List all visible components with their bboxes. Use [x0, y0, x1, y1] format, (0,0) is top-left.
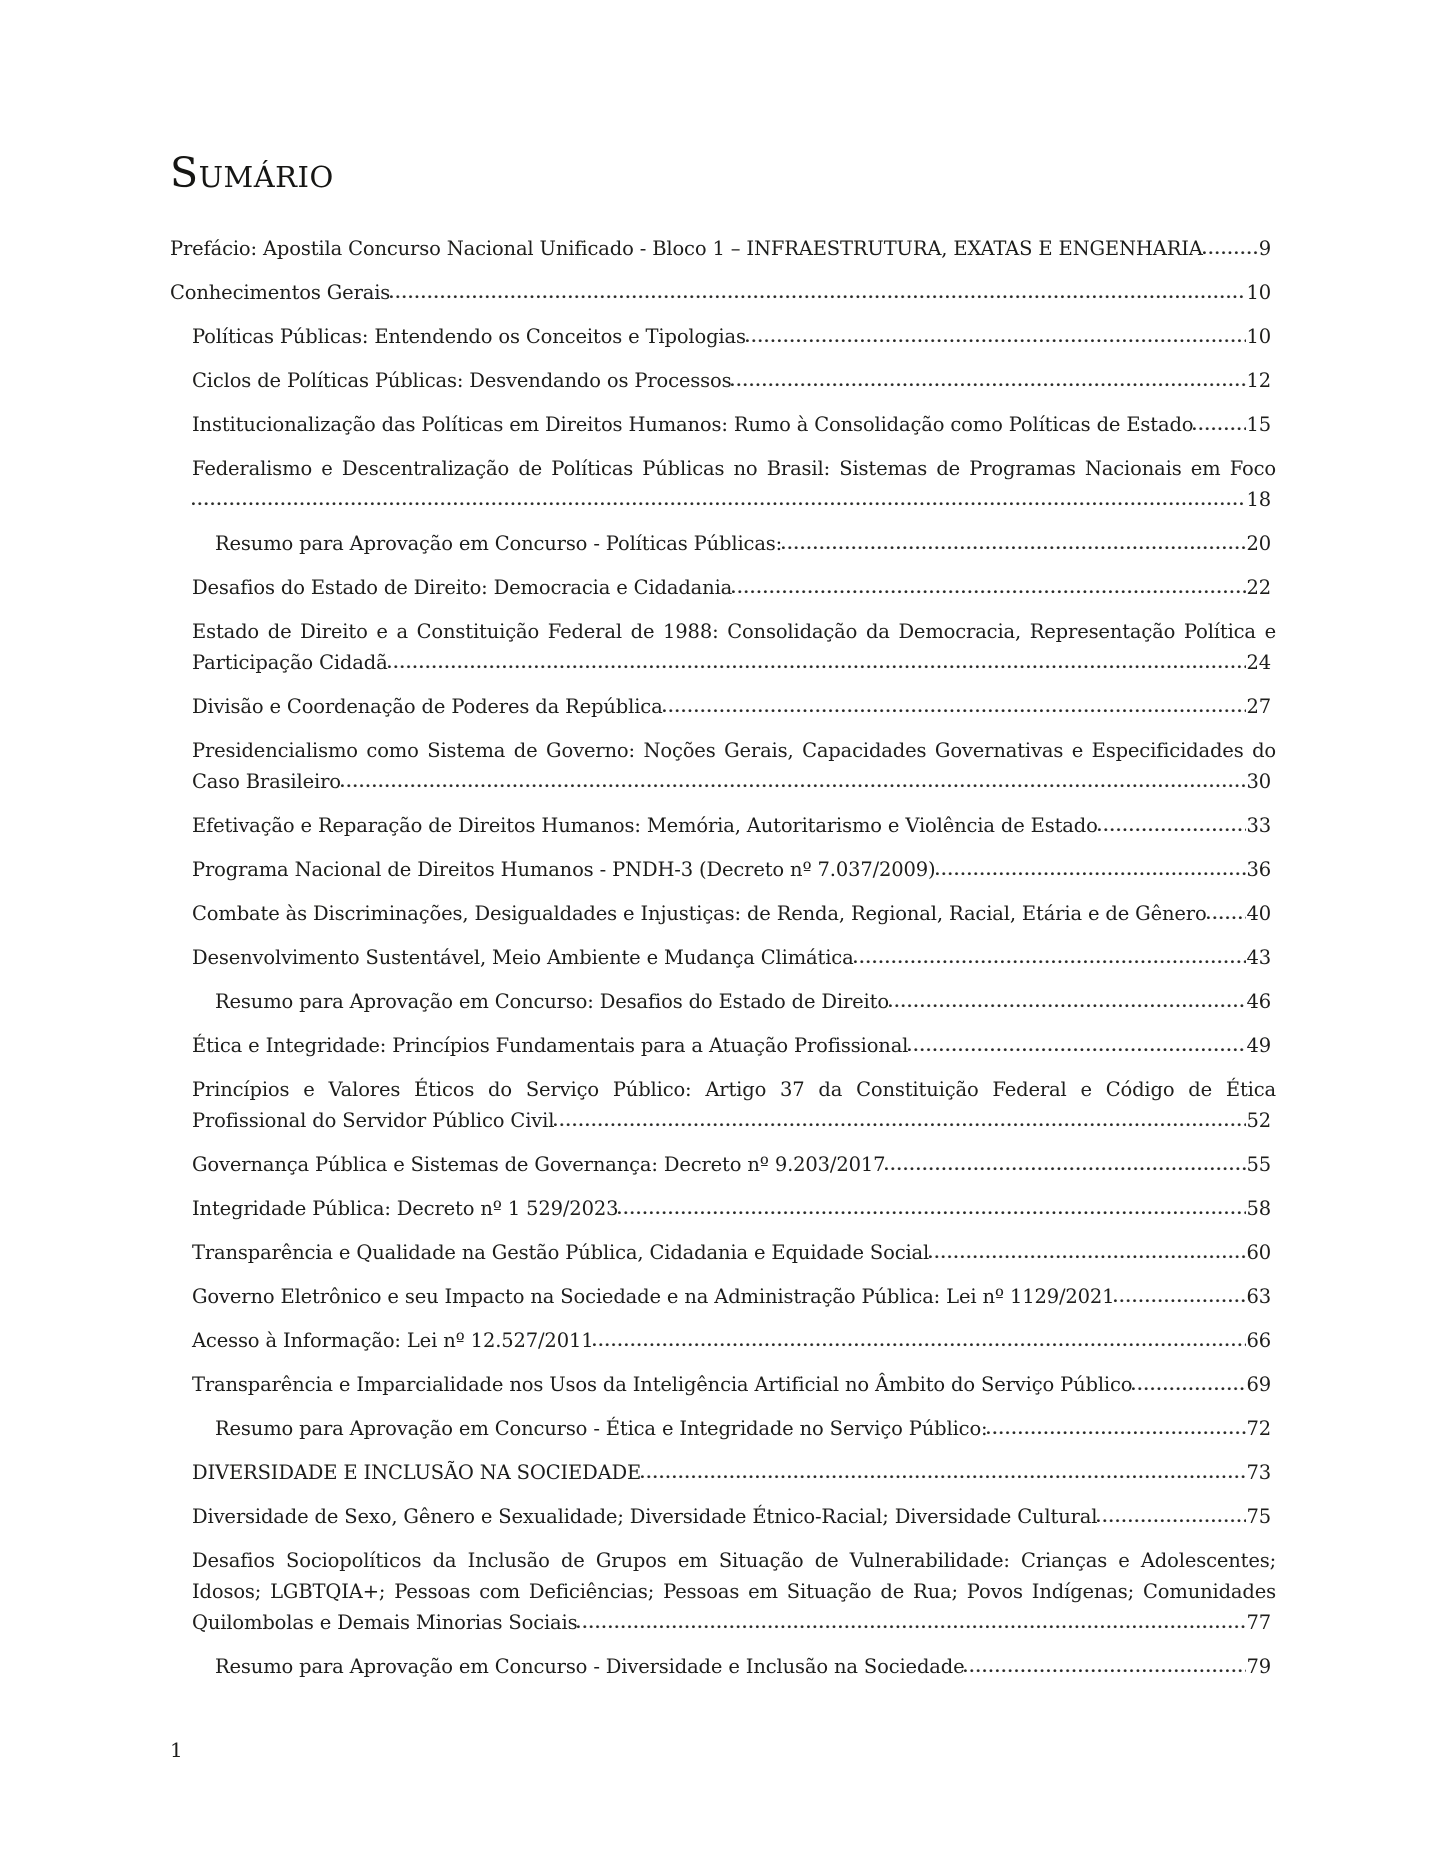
- toc-entry-title: Institucionalização das Políticas em Direitos Humanos: Rumo à Consolidação como Políticas de Estado: [192, 413, 1194, 437]
- toc-entry[interactable]: [170, 1237, 1276, 1268]
- toc-entry[interactable]: [170, 1369, 1276, 1400]
- toc-entry[interactable]: [170, 1281, 1276, 1312]
- toc-entry-title: Resumo para Aprovação em Concurso: Desafios do Estado de Direito: [215, 990, 889, 1014]
- page-title: Sumário: [170, 149, 334, 197]
- toc-page-number: 63: [1246, 1285, 1271, 1309]
- toc-page-number: 36: [1246, 858, 1271, 882]
- toc-entry[interactable]: [170, 572, 1276, 603]
- toc-page-number: 20: [1246, 532, 1271, 556]
- toc-entry-title: Governo Eletrônico e seu Impacto na Sociedade e na Administração Pública: Lei nº 1129/2021: [192, 1285, 1115, 1309]
- toc-entry-title: Desenvolvimento Sustentável, Meio Ambiente e Mudança Climática: [192, 946, 854, 970]
- footer-page-number: 1: [170, 1738, 183, 1762]
- toc-page-number: 12: [1246, 369, 1271, 393]
- toc-page-number: 55: [1246, 1153, 1271, 1177]
- toc-entry-title: Transparência e Imparcialidade nos Usos da Inteligência Artificial no Âmbito do Serviço Público: [192, 1373, 1133, 1397]
- toc-entry[interactable]: [170, 986, 1276, 1017]
- toc-entry[interactable]: [170, 1651, 1276, 1682]
- toc-entry-title: Estado de Direito e a Constituição Federal de 1988: Consolidação da Democracia, Representação Política e Participação Cidadã: [192, 620, 1276, 675]
- dot-leader: [1207, 916, 1247, 920]
- toc-entry[interactable]: [170, 1501, 1276, 1532]
- toc-page-number: 18: [1246, 488, 1271, 512]
- toc-entry-title: Efetivação e Reparação de Direitos Humanos: Memória, Autoritarismo e Violência de Estado: [192, 814, 1098, 838]
- toc-entry[interactable]: [170, 616, 1276, 678]
- toc-page-number: 73: [1246, 1461, 1271, 1485]
- dot-leader: [388, 665, 1247, 669]
- toc-page-number: 22: [1246, 576, 1271, 600]
- toc-entry-title: Programa Nacional de Direitos Humanos - PNDH-3 (Decreto nº 7.037/2009): [192, 858, 936, 882]
- toc-page-number: 46: [1246, 990, 1271, 1014]
- dot-leader: [593, 1343, 1246, 1347]
- toc-entry[interactable]: [170, 233, 1276, 264]
- toc-entry-title: Presidencialismo como Sistema de Governo: Noções Gerais, Capacidades Governativas e Especificidades do Caso Brasileiro: [192, 739, 1276, 794]
- dot-leader: [341, 784, 1247, 788]
- toc-entry[interactable]: [170, 854, 1276, 885]
- dot-leader: [1132, 1387, 1246, 1391]
- toc-entry[interactable]: [170, 453, 1276, 515]
- toc-entry[interactable]: [170, 942, 1276, 973]
- toc-entry-title: Resumo para Aprovação em Concurso - Políticas Públicas:: [215, 532, 783, 556]
- toc-entry-title: Governança Pública e Sistemas de Governança: Decreto nº 9.203/2017: [192, 1153, 886, 1177]
- toc-entry-title: Federalismo e Descentralização de Políticas Públicas no Brasil: Sistemas de Programas Nacionais em Foco: [192, 457, 1276, 481]
- dot-leader: [1098, 828, 1247, 832]
- dot-leader: [885, 1167, 1246, 1171]
- toc-page-number: 9: [1258, 237, 1271, 261]
- toc-entry-title: Políticas Públicas: Entendendo os Conceitos e Tipologias: [192, 325, 746, 349]
- toc-page-number: 43: [1246, 946, 1271, 970]
- toc-entry-title: Prefácio: Apostila Concurso Nacional Unificado - Bloco 1 – INFRAESTRUTURA, EXATAS E ENGENHARIA: [170, 237, 1203, 261]
- toc-entry[interactable]: [170, 409, 1276, 440]
- toc-page-number: 58: [1246, 1197, 1271, 1221]
- toc-page-number: 66: [1246, 1329, 1271, 1353]
- toc-entry[interactable]: [170, 898, 1276, 929]
- toc-entry[interactable]: [170, 321, 1276, 352]
- toc-entry-title: Acesso à Informação: Lei nº 12.527/2011: [192, 1329, 594, 1353]
- toc-entry[interactable]: [170, 1457, 1276, 1488]
- dot-leader: [731, 383, 1246, 387]
- toc-page-number: 24: [1246, 651, 1271, 675]
- toc-entry-title: Combate às Discriminações, Desigualdades e Injustiças: de Renda, Regional, Racial, Etária e de Gênero: [192, 902, 1207, 926]
- toc-page-number: 60: [1246, 1241, 1271, 1265]
- toc-entry[interactable]: [170, 810, 1276, 841]
- toc-page-number: 10: [1246, 325, 1271, 349]
- dot-leader: [936, 872, 1247, 876]
- toc-entry-title: Integridade Pública: Decreto nº 1 529/2023: [192, 1197, 619, 1221]
- toc-page-number: 69: [1246, 1373, 1271, 1397]
- dot-leader: [554, 1123, 1246, 1127]
- toc-page-number: 52: [1246, 1109, 1271, 1133]
- dot-leader: [987, 1431, 1246, 1435]
- toc-entry[interactable]: [170, 691, 1276, 722]
- toc-entry[interactable]: [170, 1325, 1276, 1356]
- toc-page-number: 40: [1246, 902, 1271, 926]
- toc-page-number: 75: [1246, 1505, 1271, 1529]
- toc-entry[interactable]: [170, 1149, 1276, 1180]
- toc-entry[interactable]: [170, 1545, 1276, 1638]
- document-page: [170, 150, 1276, 1695]
- toc-entry-title: Ética e Integridade: Princípios Fundamentais para a Atuação Profissional: [192, 1034, 909, 1058]
- dot-leader: [908, 1048, 1246, 1052]
- toc-page-number: 77: [1246, 1611, 1271, 1635]
- dot-leader: [964, 1669, 1246, 1673]
- toc-entry[interactable]: [170, 528, 1276, 559]
- toc-page-number: 72: [1246, 1417, 1271, 1441]
- dot-leader: [929, 1255, 1246, 1259]
- toc-page-number: 30: [1246, 770, 1271, 794]
- toc-page-number: 15: [1246, 413, 1271, 437]
- toc-entry[interactable]: [170, 1413, 1276, 1444]
- toc-page-number: 27: [1246, 695, 1271, 719]
- toc-entry[interactable]: [170, 735, 1276, 797]
- dot-leader: [641, 1475, 1246, 1479]
- dot-leader: [889, 1004, 1247, 1008]
- toc-entry-title: Ciclos de Políticas Públicas: Desvendando os Processos: [192, 369, 732, 393]
- toc-entry[interactable]: [170, 277, 1276, 308]
- toc-entry-title: Desafios Sociopolíticos da Inclusão de Grupos em Situação de Vulnerabilidade: Crianças e Adolescentes; Idosos; LGBTQIA+; Pessoas com Deficiências; Pessoas em Situação de Rua; Povos Indígenas; Comunidades Quilombolas e Demais Minorias Sociais: [192, 1549, 1276, 1635]
- dot-leader: [732, 590, 1246, 594]
- dot-leader: [663, 709, 1247, 713]
- toc-entry-title: Resumo para Aprovação em Concurso - Diversidade e Inclusão na Sociedade: [215, 1655, 965, 1679]
- toc-entry[interactable]: [170, 1193, 1276, 1224]
- dot-leader: [1114, 1299, 1246, 1303]
- dot-leader: [618, 1211, 1246, 1215]
- toc-entry-title: DIVERSIDADE E INCLUSÃO NA SOCIEDADE: [192, 1461, 642, 1485]
- table-of-contents: [170, 233, 1276, 1682]
- dot-leader: [577, 1625, 1246, 1629]
- toc-entry[interactable]: [170, 1030, 1276, 1061]
- toc-entry-title: Desafios do Estado de Direito: Democracia e Cidadania: [192, 576, 733, 600]
- toc-entry-title: Resumo para Aprovação em Concurso - Ética e Integridade no Serviço Público:: [215, 1417, 988, 1441]
- toc-entry[interactable]: [170, 1074, 1276, 1136]
- dot-leader: [1203, 251, 1259, 255]
- dot-leader: [1097, 1519, 1246, 1523]
- toc-entry-title: Conhecimentos Gerais: [170, 281, 391, 305]
- dot-leader: [1193, 427, 1246, 431]
- toc-entry[interactable]: [170, 365, 1276, 396]
- toc-entry-title: Divisão e Coordenação de Poderes da República: [192, 695, 663, 719]
- dot-leader: [854, 960, 1247, 964]
- toc-entry-title: Transparência e Qualidade na Gestão Pública, Cidadania e Equidade Social: [192, 1241, 930, 1265]
- dot-leader: [192, 502, 1246, 506]
- toc-entry-title: Diversidade de Sexo, Gênero e Sexualidade; Diversidade Étnico-Racial; Diversidade Cultural: [192, 1505, 1098, 1529]
- toc-page-number: 79: [1246, 1655, 1271, 1679]
- toc-entry-title: Princípios e Valores Éticos do Serviço Público: Artigo 37 da Constituição Federal e Código de Ética Profissional do Servidor Público Civil: [192, 1078, 1276, 1133]
- dot-leader: [390, 295, 1246, 299]
- toc-page-number: 49: [1246, 1034, 1271, 1058]
- toc-page-number: 33: [1246, 814, 1271, 838]
- dot-leader: [746, 339, 1247, 343]
- toc-page-number: 10: [1246, 281, 1271, 305]
- dot-leader: [782, 546, 1246, 550]
